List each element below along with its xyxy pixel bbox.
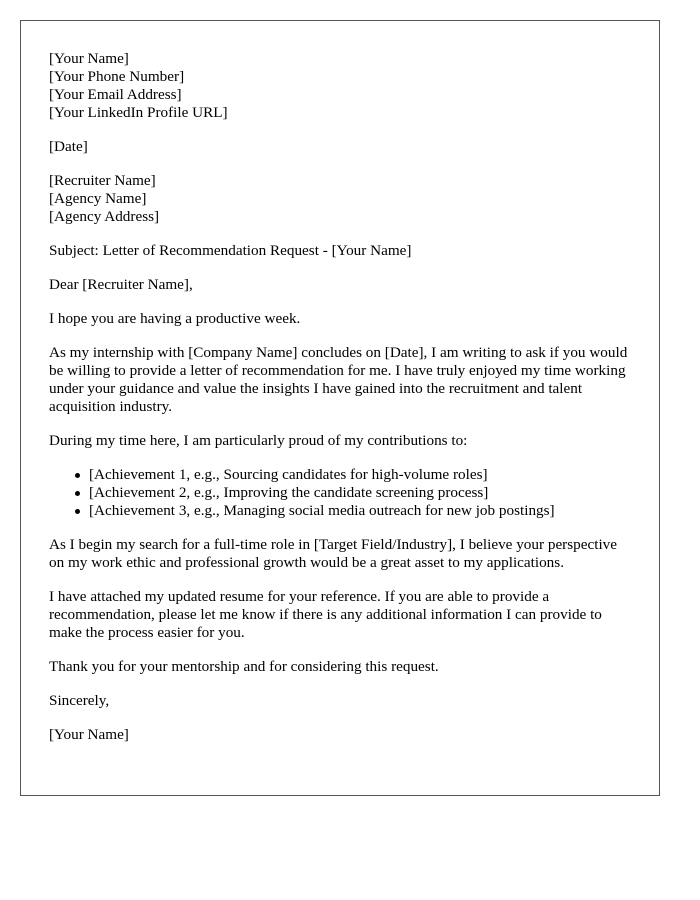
- achievements-list: [49, 466, 631, 520]
- closing-thanks: Thank you for your mentorship and for considering this request.: [49, 658, 439, 675]
- recipient-info: [49, 172, 631, 226]
- sender-email: [Your Email Address]: [49, 86, 182, 103]
- sender-phone: [Your Phone Number]: [49, 68, 185, 85]
- recipient-address: [Agency Address]: [49, 208, 160, 225]
- body-paragraph-1: As my internship with [Company Name] concludes on [Date], I am writing to ask if you would be willing to provide a letter of recommendation for me. I have truly enjoyed my time working under your guidance and value the insights I have gained into the recruitment and talent acquisition industry.: [49, 344, 628, 415]
- letter-date: [Date]: [49, 138, 88, 155]
- sender-info: [49, 50, 631, 122]
- letter-page: [20, 20, 660, 796]
- salutation: Dear [Recruiter Name],: [49, 276, 193, 293]
- body-paragraph-4: I have attached my updated resume for your reference. If you are able to provide a recommendation, please let me know if there is any additional information I can provide to make the process easier for you.: [49, 588, 602, 641]
- bullet-icon: [75, 491, 80, 496]
- achievement-text: [Achievement 3, e.g., Managing social media outreach for new job postings]: [89, 502, 555, 519]
- achievement-text: [Achievement 1, e.g., Sourcing candidates for high-volume roles]: [89, 466, 488, 483]
- signoff: Sincerely,: [49, 692, 110, 709]
- achievement-text: [Achievement 2, e.g., Improving the candidate screening process]: [89, 484, 489, 501]
- list-item: [89, 502, 631, 520]
- body-paragraph-2: During my time here, I am particularly proud of my contributions to:: [49, 432, 468, 449]
- recipient-name: [Recruiter Name]: [49, 172, 156, 189]
- signature: [Your Name]: [49, 726, 129, 743]
- sender-linkedin: [Your LinkedIn Profile URL]: [49, 104, 228, 121]
- bullet-icon: [75, 473, 80, 478]
- letter-subject: Subject: Letter of Recommendation Request - [Your Name]: [49, 242, 412, 259]
- body-paragraph-3: As I begin my search for a full-time role in [Target Field/Industry], I believe your perspective on my work ethic and professional growth would be a great asset to my applications.: [49, 536, 618, 571]
- recipient-agency: [Agency Name]: [49, 190, 147, 207]
- list-item: [89, 484, 631, 502]
- list-item: [89, 466, 631, 484]
- opening-line: I hope you are having a productive week.: [49, 310, 301, 327]
- sender-name: [Your Name]: [49, 50, 129, 67]
- bullet-icon: [75, 509, 80, 514]
